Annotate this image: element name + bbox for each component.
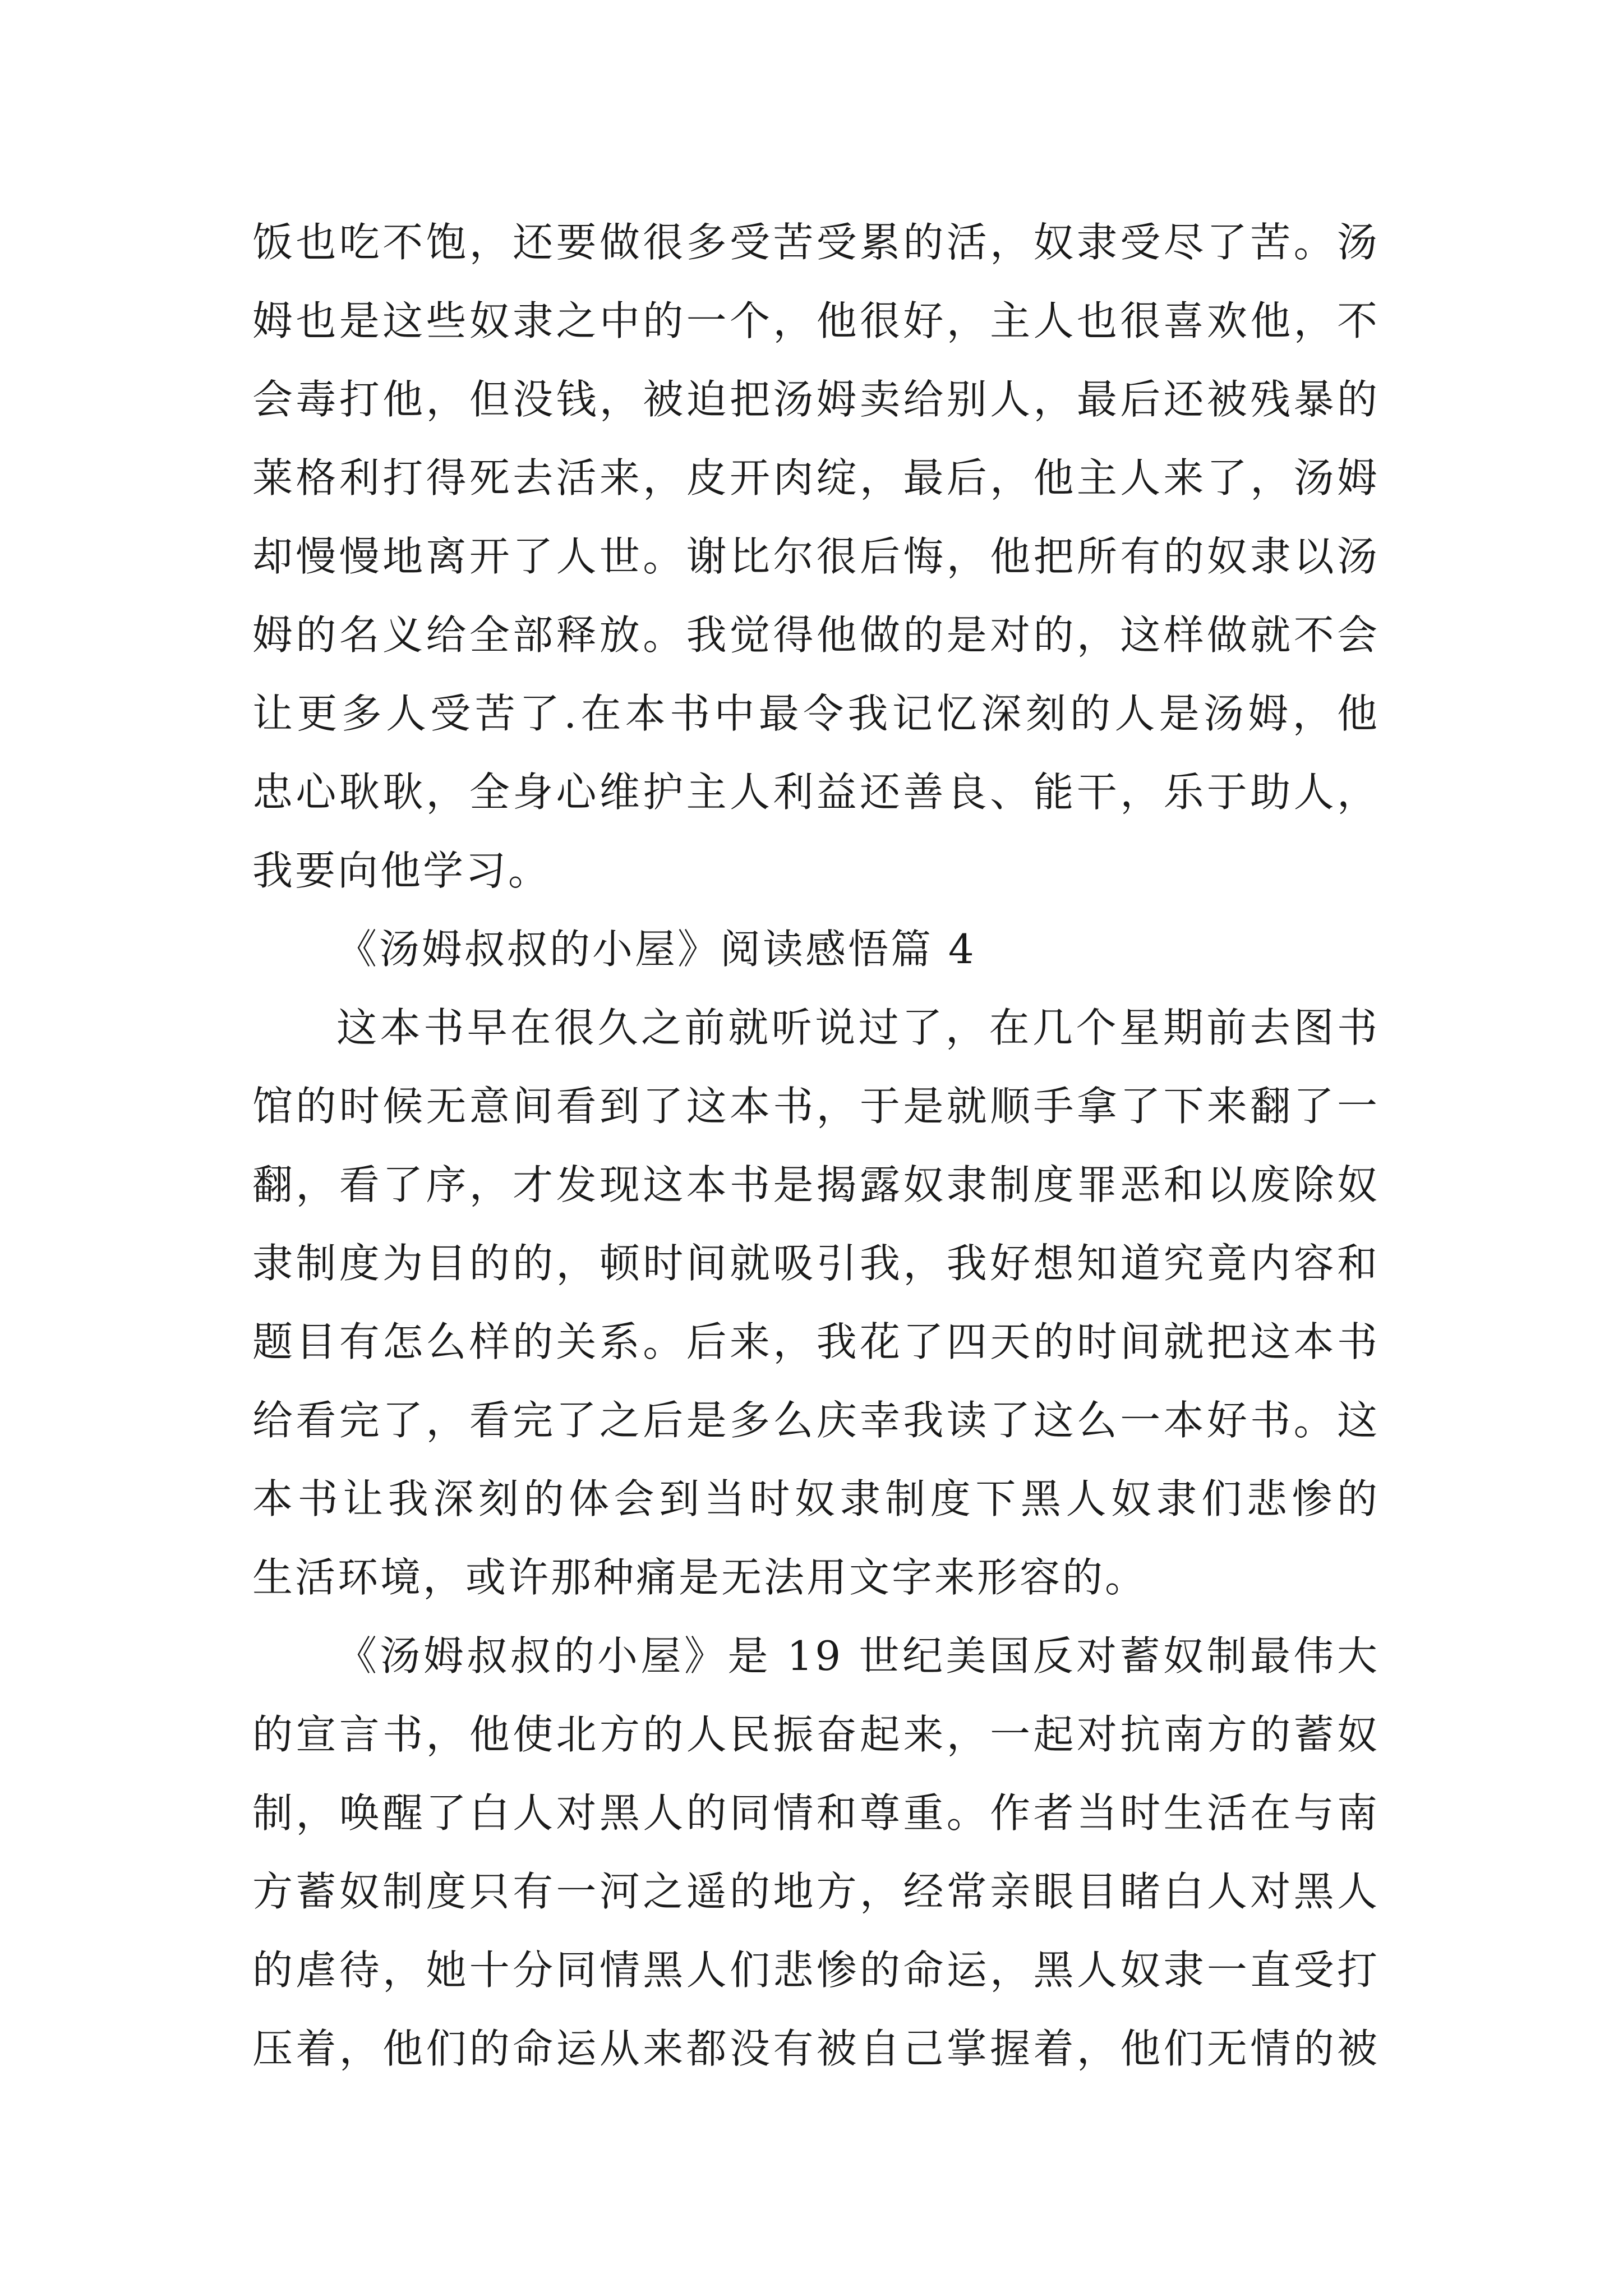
text-line: 制，唤醒了白人对黑人的同情和尊重。作者当时生活在与南 (252, 1789, 1380, 1837)
text-line: 方蓄奴制度只有一河之遥的地方，经常亲眼目睹白人对黑人 (252, 1868, 1380, 1915)
text-line: 姆也是这些奴隶之中的一个，他很好，主人也很喜欢他，不 (252, 297, 1380, 344)
text-line: 这本书早在很久之前就听说过了，在几个星期前去图书 (336, 1004, 1380, 1051)
text-line: 生活环境，或许那种痛是无法用文字来形容的。 (252, 1554, 1148, 1601)
text-line: 的虐待，她十分同情黑人们悲惨的命运，黑人奴隶一直受打 (252, 1947, 1380, 1994)
text-line: 却慢慢地离开了人世。谢比尔很后悔，他把所有的奴隶以汤 (252, 533, 1380, 580)
text-line: 莱格利打得死去活来，皮开肉绽，最后，他主人来了，汤姆 (252, 454, 1380, 501)
text-line: 压着，他们的命运从来都没有被自己掌握着，他们无情的被 (252, 2025, 1380, 2072)
text-line: 馆的时候无意间看到了这本书，于是就顺手拿了下来翻了一 (252, 1083, 1380, 1130)
text-line: 饭也吃不饱，还要做很多受苦受累的活，奴隶受尽了苦。汤 (252, 219, 1380, 266)
text-line: 会毒打他，但没钱，被迫把汤姆卖给别人，最后还被残暴的 (252, 376, 1380, 423)
text-line: 翻，看了序，才发现这本书是揭露奴隶制度罪恶和以废除奴 (252, 1161, 1380, 1208)
section-heading: 《汤姆叔叔的小屋》阅读感悟篇 4 (336, 926, 976, 973)
text-line: 《汤姆叔叔的小屋》是 19 世纪美国反对蓄奴制最伟大 (336, 1632, 1380, 1680)
text-line: 姆的名义给全部释放。我觉得他做的是对的，这样做就不会 (252, 611, 1380, 659)
text-line: 隶制度为目的的，顿时间就吸引我，我好想知道究竟内容和 (252, 1240, 1380, 1287)
document-body (252, 203, 1380, 2088)
text-line: 给看完了，看完了之后是多么庆幸我读了这么一本好书。这 (252, 1397, 1380, 1444)
text-line: 我要向他学习。 (252, 847, 551, 894)
text-line: 本书让我深刻的体会到当时奴隶制度下黑人奴隶们悲惨的 (252, 1475, 1380, 1522)
text-line: 题目有怎么样的关系。后来，我花了四天的时间就把这本书 (252, 1318, 1380, 1365)
text-line: 的宣言书，他使北方的人民振奋起来，一起对抗南方的蓄奴 (252, 1711, 1380, 1758)
text-line: 让更多人受苦了.在本书中最令我记忆深刻的人是汤姆，他 (252, 690, 1380, 737)
text-line: 忠心耿耿，全身心维护主人利益还善良、能干，乐于助人， (252, 769, 1380, 816)
